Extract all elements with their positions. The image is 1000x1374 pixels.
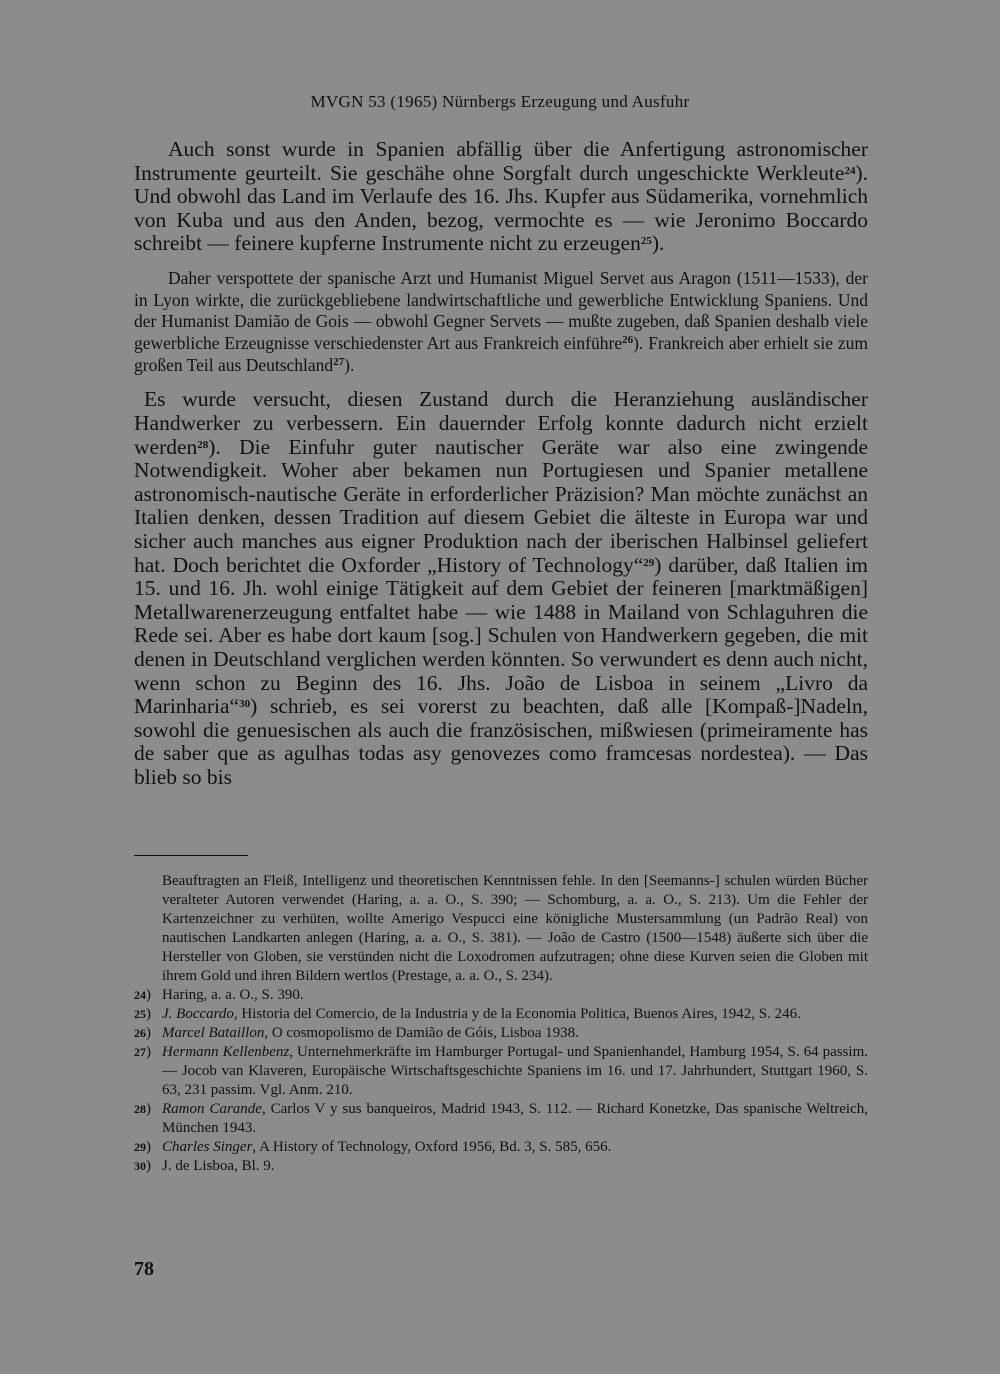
paragraph-2: Daher verspottete der spanische Arzt und Humanist Miguel Servet aus Aragon (1511—1533), der in Lyon wirkte, die zurückgebliebene landwirtschaftliche und gewerbliche Entwicklung Spaniens. Und der Humanist Damião de Gois — obwohl Gegner Servets — mußte zugeben, daß Spanien deshalb viele gewerbliche Erzeugnisse verschiedenster Art aus Frankreich einführe$^{26}$). Frankreich aber erhielt sie zum großen Teil aus Deutschland$^{27}$).: [134, 267, 868, 375]
footnote-author: Charles Singer: [162, 1139, 253, 1155]
footnote-author: J. Boccardo: [162, 1006, 234, 1022]
footnote-ref-26[interactable]: 26: [622, 334, 634, 347]
footnotes: [134, 872, 868, 1176]
footnote-30: 30) J. de Lisboa, Bl. 9.: [134, 1158, 275, 1174]
running-head: MVGN 53 (1965) Nürnbergs Erzeugung und Ausfuhr: [310, 92, 690, 111]
footnote-author: Marcel Bataillon: [162, 1025, 265, 1041]
footnote-continuation: Beauftragten an Fleiß, Intelligenz und theoretischen Kenntnissen fehle. In den [Seemanns-] schulen würden Bücher veralteter Autoren verwendet (Haring, a. a. O., S. 390; — Schomburg, a. a. O., S. 213). Um die Fehler der Kartenzeichner zu verhüten, wollte Amerigo Vespucci eine königliche Mustersammlung (un Padrão Real) von nautischen Landkarten anlegen (Haring, a. a. O., S. 381). — João de Castro (1500—1548) äußerte sich über die Hersteller von Globen, sie verstünden nicht die Loxodromen aufzutragen; ohne diese Kurven seien die Globen mit ihrem Gold und ihren Bildern wertlos (Prestage, a. a. O., S. 234).: [162, 873, 868, 984]
footnote-26: 26) Marcel Bataillon, O cosmopolismo de Damião de Góis, Lisboa 1938.: [134, 1025, 579, 1041]
footnote-ref-24[interactable]: 24: [844, 164, 856, 177]
footnote-author: Ramon Carande: [162, 1101, 262, 1117]
footnote-ref-30[interactable]: 30: [239, 698, 251, 711]
footnote-24: 24) Haring, a. a. O., S. 390.: [134, 987, 304, 1003]
paragraph-1: Auch sonst wurde in Spanien abfällig über die Anfertigung astronomischer Instrumente geurteilt. Sie geschähe ohne Sorgfalt durch ungeschickte Werkleute$^{24}$). Und obwohl das Land im Verlaufe des 16. Jhs. Kupfer aus Südamerika, vornehmlich von Kuba und aus den Anden, bezog, vermochte es — wie Jeronimo Boccardo schreibt — feinere kupferne Instrumente nicht zu erzeugen$^{25}$).: [134, 137, 868, 256]
footnote-ref-25[interactable]: 25: [640, 235, 652, 248]
footnote-ref-27[interactable]: 27: [333, 355, 345, 368]
footnote-author: Hermann Kellenbenz: [162, 1044, 290, 1060]
page-number: 78: [134, 1258, 154, 1280]
footnote-ref-29[interactable]: 29: [643, 556, 655, 569]
footnote-27: 27) Hermann Kellenbenz, Unternehmerkräfte im Hamburger Portugal- und Spanienhandel, Hamburg 1954, S. 64 passim. — Jocob van Klaveren, Europäische Wirtschaftsgeschichte Spaniens im 16. und 17. Jahrhundert, Stuttgart 1960, S. 63, 231 passim. Vgl. Anm. 210.: [134, 1044, 869, 1098]
main-text: [134, 138, 868, 790]
footnote-28: 28) Ramon Carande, Carlos V y sus banqueiros, Madrid 1943, S. 112. — Richard Konetzke, Das spanische Weltreich, München 1943.: [134, 1101, 868, 1136]
footnote-29: 29) Charles Singer, A History of Technology, Oxford 1956, Bd. 3, S. 585, 656.: [134, 1139, 612, 1155]
footnote-separator: [134, 855, 248, 856]
footnote-25: 25) J. Boccardo, Historia del Comercio, de la Industria y de la Economia Politica, Buenos Aires, 1942, S. 246.: [134, 1006, 801, 1022]
paragraph-3: Es wurde versucht, diesen Zustand durch die Heranziehung ausländischer Handwerker zu verbessern. Ein dauernder Erfolg konnte dadurch nicht erzielt werden$^{28}$). Die Einfuhr guter nautischer Geräte war also eine zwingende Notwendigkeit. Woher aber bekamen nun Portugiesen und Spanier metallene astronomisch-nautische Geräte in erforderlicher Präzision? Man möchte zunächst an Italien denken, dessen Tradition auf diesem Gebiet die älteste in Europa war und sicher auch manches aus eigner Produktion nach der iberischen Halbinsel geliefert hat. Doch berichtet die Oxforder „History of Technology“$^{29}$) darüber, daß Italien im 15. und 16. Jh. wohl einige Tätigkeit auf dem Gebiet der feineren [marktmäßigen] Metallwarenerzeugung entfaltet habe — wie 1488 in Mailand von Schlaguhren die Rede sei. Aber es habe dort kaum [sog.] Schulen von Handwerkern gegeben, die mit denen in Deutschland verglichen werden könnten. So verwundert es denn auch nicht, wenn schon zu Beginn des 16. Jhs. João de Lisboa in seinem „Livro da Marinharia“$^{30}$) schrieb, es sei vorerst zu beachten, daß alle [Kompaß-]Nadeln, sowohl die genuesischen als auch die französischen, mißwiesen (primeiramente has de saber que as agulhas todas asy genovezes como framcesas nordestea). — Das blieb so bis: [134, 387, 869, 789]
footnote-ref-28[interactable]: 28: [197, 438, 209, 451]
